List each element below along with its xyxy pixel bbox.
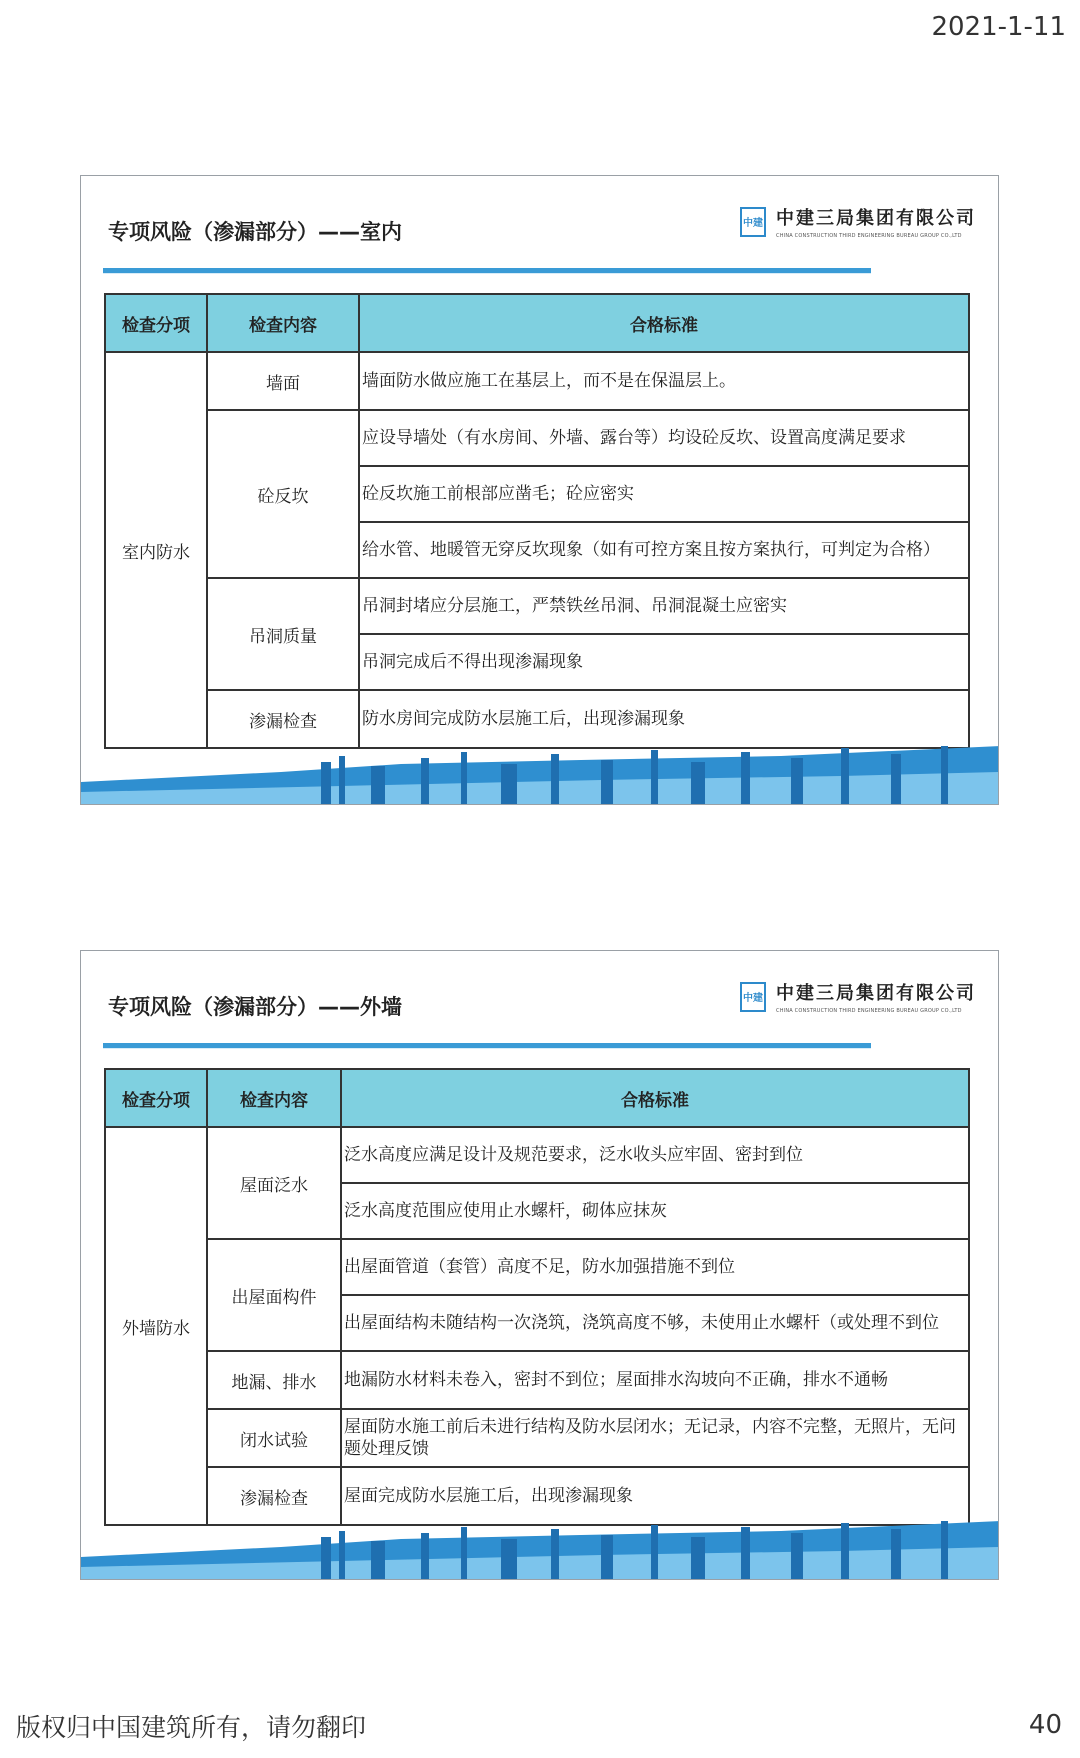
item-cell: 吊洞质量 [207, 578, 359, 690]
skyline-footer-graphic [81, 1517, 999, 1579]
title-divider [103, 268, 871, 274]
standard-cell: 墙面防水做应施工在基层上，而不是在保温层上。 [359, 352, 969, 410]
logo-subtitle: CHINA CONSTRUCTION THIRD ENGINEERING BUREAU GROUP CO.,LTD [776, 233, 962, 239]
slide-title: 专项风险（渗漏部分）——室内 [108, 220, 402, 244]
header-category: 检查分项 [105, 294, 207, 352]
item-cell: 地漏、排水 [207, 1351, 341, 1409]
header-standard: 合格标准 [359, 294, 969, 352]
page-date: 2021-1-11 [931, 12, 1066, 42]
item-cell: 砼反坎 [207, 410, 359, 578]
item-cell: 墙面 [207, 352, 359, 410]
title-divider [103, 1043, 871, 1049]
standard-cell: 屋面完成防水层施工后，出现渗漏现象 [341, 1467, 969, 1525]
category-cell: 外墙防水 [105, 1127, 207, 1525]
table-row [105, 1239, 969, 1295]
logo-subtitle: CHINA CONSTRUCTION THIRD ENGINEERING BUREAU GROUP CO.,LTD [776, 1008, 962, 1014]
item-cell: 渗漏检查 [207, 1467, 341, 1525]
standard-cell: 出屋面结构未随结构一次浇筑，浇筑高度不够，未使用止水螺杆（或处理不到位 [341, 1295, 969, 1351]
table-row [105, 352, 969, 410]
category-cell: 室内防水 [105, 352, 207, 748]
standard-cell: 屋面防水施工前后未进行结构及防水层闭水；无记录，内容不完整，无照片，无问题处理反馈 [341, 1409, 969, 1467]
table-header-row [105, 294, 969, 352]
table-row [105, 1351, 969, 1409]
page-number: 40 [1028, 1710, 1062, 1740]
inspection-table [104, 1068, 970, 1526]
table-row [105, 410, 969, 466]
slide-title: 专项风险（渗漏部分）——外墙 [108, 995, 402, 1019]
item-cell: 出屋面构件 [207, 1239, 341, 1351]
item-cell: 屋面泛水 [207, 1127, 341, 1239]
slide-indoor [80, 175, 999, 805]
standard-cell: 给水管、地暖管无穿反坎现象（如有可控方案且按方案执行，可判定为合格） [359, 522, 969, 578]
standard-cell: 吊洞完成后不得出现渗漏现象 [359, 634, 969, 690]
header-category: 检查分项 [105, 1069, 207, 1127]
standard-cell: 防水房间完成防水层施工后，出现渗漏现象 [359, 690, 969, 748]
standard-cell: 泛水高度范围应使用止水螺杆，砌体应抹灰 [341, 1183, 969, 1239]
inspection-table [104, 293, 970, 749]
item-cell: 闭水试验 [207, 1409, 341, 1467]
logo-name: 中建三局集团有限公司 [776, 208, 976, 229]
standard-cell: 泛水高度应满足设计及规范要求，泛水收头应牢固、密封到位 [341, 1127, 969, 1183]
standard-cell: 出屋面管道（套管）高度不足，防水加强措施不到位 [341, 1239, 969, 1295]
header-standard: 合格标准 [341, 1069, 969, 1127]
header-content: 检查内容 [207, 294, 359, 352]
table-row [105, 690, 969, 748]
table-row [105, 1409, 969, 1467]
table-row [105, 1127, 969, 1183]
logo-mark-icon: 中建 [740, 982, 766, 1012]
skyline-footer-graphic [81, 742, 999, 804]
standard-cell: 吊洞封堵应分层施工，严禁铁丝吊洞、吊洞混凝土应密实 [359, 578, 969, 634]
table-header-row [105, 1069, 969, 1127]
company-logo [740, 979, 976, 1014]
item-cell: 渗漏检查 [207, 690, 359, 748]
header-content: 检查内容 [207, 1069, 341, 1127]
slide-exterior [80, 950, 999, 1580]
logo-name: 中建三局集团有限公司 [776, 983, 976, 1004]
logo-mark-icon: 中建 [740, 207, 766, 237]
standard-cell: 应设导墙处（有水房间、外墙、露台等）均设砼反坎、设置高度满足要求 [359, 410, 969, 466]
table-row [105, 578, 969, 634]
standard-cell: 砼反坎施工前根部应凿毛；砼应密实 [359, 466, 969, 522]
standard-cell: 地漏防水材料未卷入，密封不到位；屋面排水沟坡向不正确，排水不通畅 [341, 1351, 969, 1409]
copyright-footer: 版权归中国建筑所有，请勿翻印 [16, 1713, 367, 1742]
company-logo [740, 204, 976, 239]
